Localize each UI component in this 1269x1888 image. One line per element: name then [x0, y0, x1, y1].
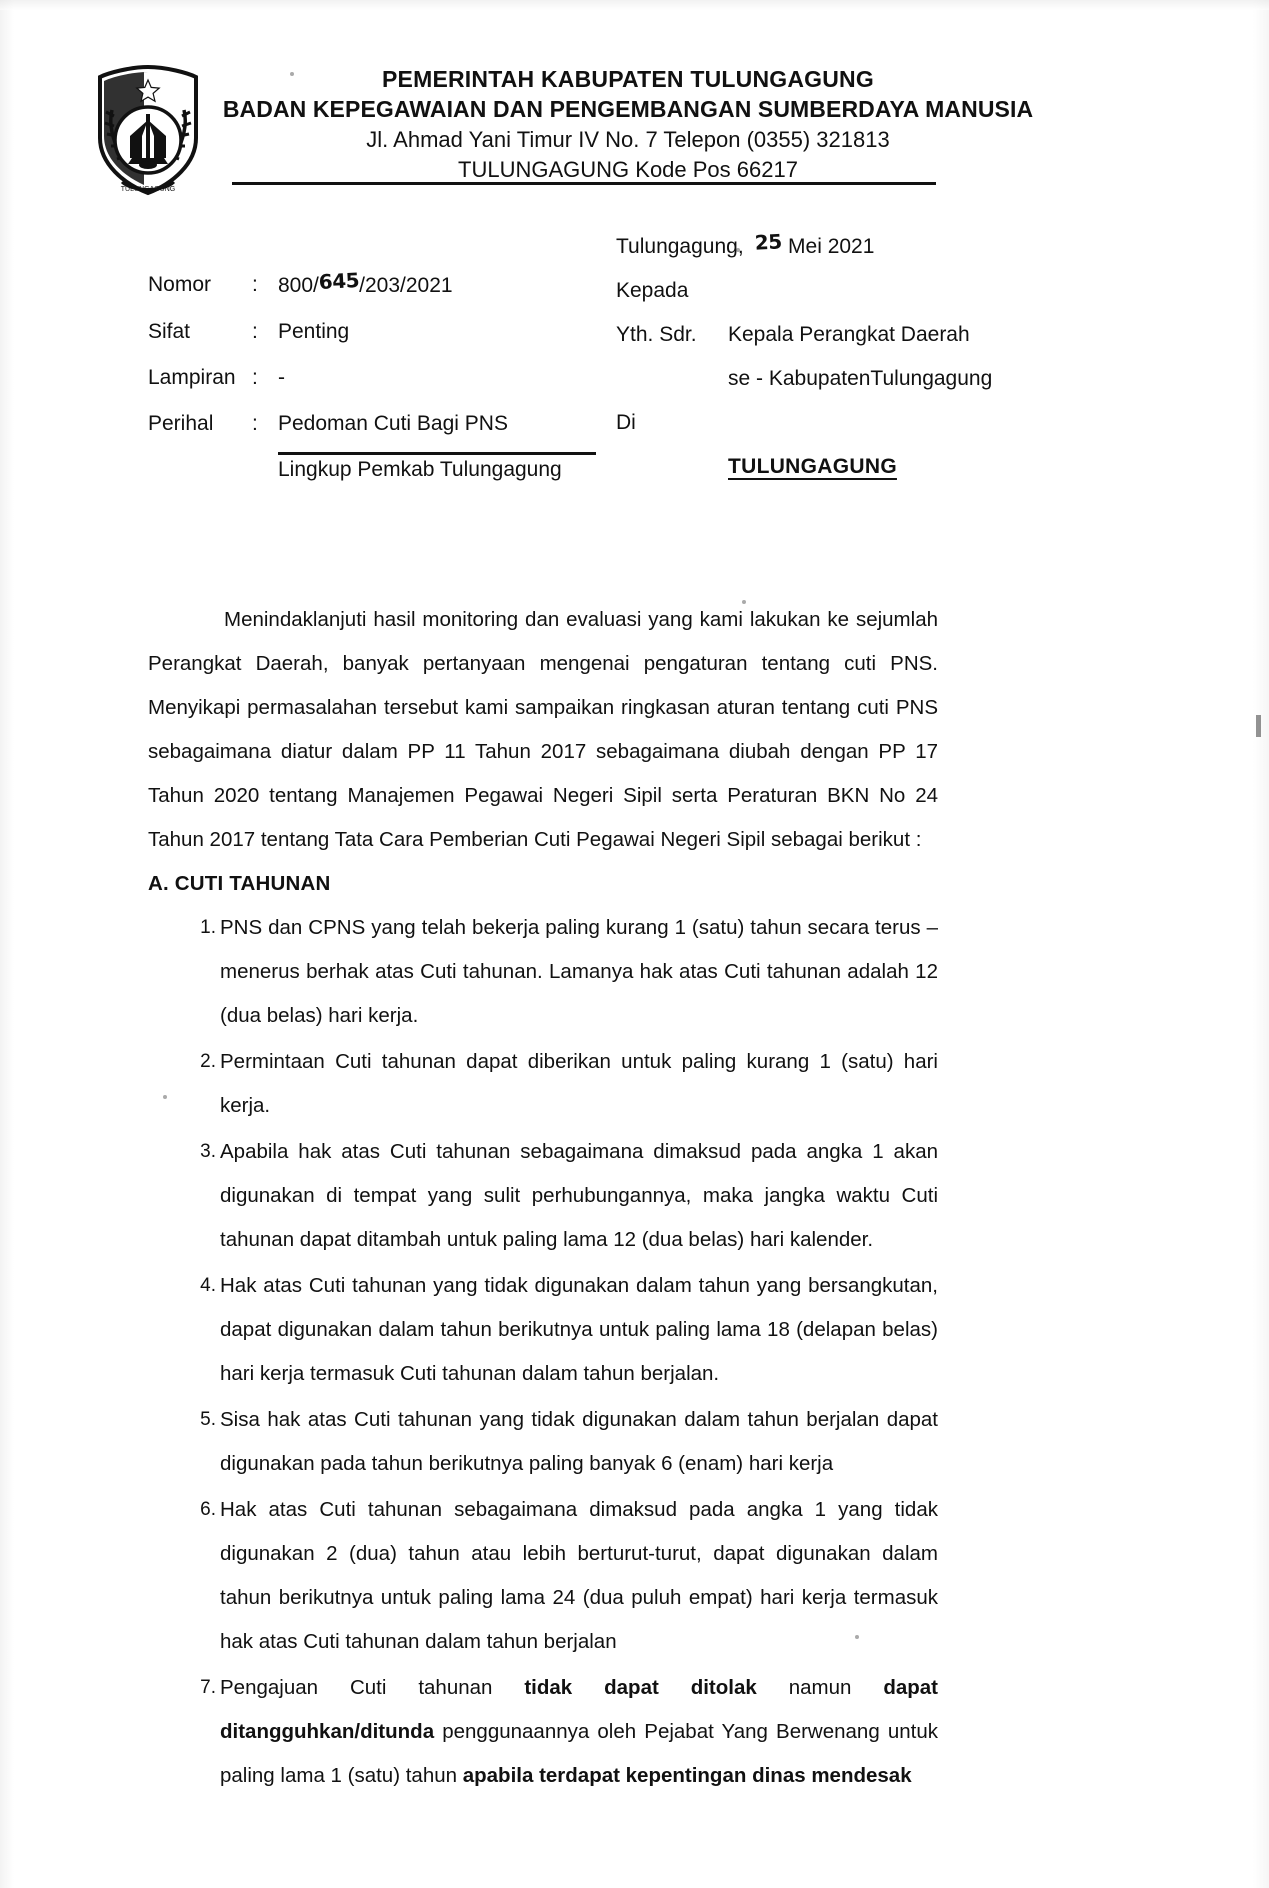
- yth-label: Yth. Sdr.: [616, 323, 697, 346]
- list-item: [148, 1488, 938, 1664]
- item7-bold-kepentingan-dinas: apabila terdapat kepentingan dinas mendesak: [462, 1764, 912, 1787]
- list-item-number: 6.: [200, 1499, 216, 1520]
- cuti-tahunan-list: [148, 906, 938, 1798]
- list-item: [148, 906, 938, 1038]
- letter-body: [148, 598, 938, 1800]
- sifat-label: Sifat: [148, 320, 191, 343]
- nomor-prefix: 800/: [278, 274, 319, 297]
- reference-row-sifat: [148, 309, 618, 355]
- nomor-suffix: /203/2021: [359, 274, 453, 297]
- letterhead-line-1: PEMERINTAH KABUPATEN TULUNGAGUNG: [382, 66, 874, 92]
- list-item-text: Permintaan Cuti tahunan dapat diberikan untuk paling kurang 1 (satu) hari kerja.: [220, 1050, 938, 1117]
- perihal-underline: [278, 452, 596, 455]
- letterhead: [0, 56, 1269, 196]
- list-item-number: 3.: [200, 1141, 216, 1162]
- letterhead-line-2: BADAN KEPEGAWAIAN DAN PENGEMBANGAN SUMBERDAYA MANUSIA: [222, 96, 1034, 122]
- list-item-number: 4.: [200, 1275, 216, 1296]
- reference-row-lampiran: [148, 355, 618, 401]
- list-item-text: [220, 1676, 938, 1787]
- reference-row-perihal: [148, 401, 618, 447]
- recipient-scope: se - KabupatenTulungagung: [728, 367, 993, 390]
- place-label: Tulungagung,: [616, 235, 744, 258]
- list-item-text: Sisa hak atas Cuti tahunan yang tidak digunakan dalam tahun berjalan dapat digunakan pada tahun berikutnya paling banyak 6 (enam) hari kerja: [220, 1408, 938, 1475]
- item7-part2: namun: [756, 1676, 884, 1699]
- recipient-city: TULUNGAGUNG: [728, 455, 897, 478]
- item7-bold-tidak-dapat-ditolak: tidak dapat ditolak: [524, 1676, 757, 1699]
- opening-paragraph: Menindaklanjuti hasil monitoring dan evaluasi yang kami lakukan ke sejumlah Perangkat Daerah, banyak pertanyaan mengenai pengaturan tentang cuti PNS. Menyikapi permasalahan tersebut kami sampaikan ringkasan aturan tentang cuti PNS sebagaimana diatur dalam PP 11 Tahun 2017 sebagaimana diubah dengan PP 17 Tahun 2020 tentang Manajemen Pegawai Negeri Sipil serta Peraturan BKN No 24 Tahun 2017 tentang Tata Cara Pemberian Cuti Pegawai Negeri Sipil sebagai berikut :: [148, 608, 938, 851]
- list-item: [148, 1264, 938, 1396]
- letterhead-divider: [232, 182, 936, 185]
- letter-reference-block: [148, 262, 618, 493]
- list-item-text: Apabila hak atas Cuti tahunan sebagaimana dimaksud pada angka 1 akan digunakan di tempat yang sulit perhubungannya, maka jangka waktu Cuti tahunan dapat ditambah untuk paling lama 12 (dua belas) hari kalender.: [220, 1140, 938, 1251]
- list-item-text: Hak atas Cuti tahunan sebagaimana dimaksud pada angka 1 yang tidak digunakan 2 (dua) tahun atau lebih berturut-turut, dapat digunakan dalam tahun berikutnya untuk paling lama 24 (dua puluh empat) hari kerja termasuk hak atas Cuti tahunan dalam tahun berjalan: [220, 1498, 938, 1653]
- scan-edge-shadow-left: [0, 0, 14, 1888]
- letterhead-address: Jl. Ahmad Yani Timur IV No. 7 Telepon (0355) 321813: [366, 127, 890, 152]
- coat-of-arms-icon: [86, 64, 210, 196]
- scan-edge-shadow-right: [1253, 0, 1269, 1888]
- item7-part3: penggunaannya oleh Pejabat Yang Berwenang untuk paling lama 1 (satu) tahun: [220, 1720, 938, 1787]
- nomor-value: [278, 262, 618, 309]
- sifat-colon: :: [252, 320, 258, 343]
- item7-bold-ditangguhkan: dapat ditangguhkan/ditunda: [220, 1676, 939, 1743]
- svg-text:TULUNGAGUNG: TULUNGAGUNG: [120, 186, 176, 193]
- scan-edge-shadow-top: [0, 0, 1269, 10]
- di-label: Di: [616, 411, 636, 434]
- lampiran-colon: :: [252, 366, 258, 389]
- list-item-number: 5.: [200, 1409, 216, 1430]
- nomor-handwritten-number: 645: [318, 267, 360, 295]
- letterhead-text: [218, 64, 1038, 185]
- lampiran-value: -: [278, 366, 285, 389]
- perihal-value: Pedoman Cuti Bagi PNS: [278, 412, 508, 435]
- recipient-row: [616, 313, 1036, 357]
- section-heading-cuti-tahunan: A. CUTI TAHUNAN: [148, 872, 331, 895]
- letterhead-postal: TULUNGAGUNG Kode Pos 66217: [458, 157, 798, 182]
- date-day-handwritten: 25: [754, 229, 783, 255]
- nomor-colon: :: [252, 273, 258, 296]
- kepada-label: Kepada: [616, 279, 689, 302]
- recipient-name: Kepala Perangkat Daerah: [728, 323, 970, 346]
- perihal-colon: :: [252, 412, 258, 435]
- date-month-year: Mei 2021: [788, 235, 875, 258]
- list-item-number: 2.: [200, 1051, 216, 1072]
- item7-part1: Pengajuan Cuti tahunan: [220, 1676, 525, 1699]
- reference-row-nomor: [148, 262, 618, 309]
- addressee-block: [616, 224, 1036, 489]
- list-item: [148, 1130, 938, 1262]
- list-item: [148, 1040, 938, 1128]
- nomor-label: Nomor: [148, 273, 212, 296]
- scan-artifact-mark: [1256, 715, 1261, 737]
- place-and-date: [616, 224, 1036, 269]
- perihal-label: Perihal: [148, 412, 214, 435]
- list-item-text: Hak atas Cuti tahunan yang tidak digunakan dalam tahun yang bersangkutan, dapat digunakan dalam tahun berikutnya untuk paling lama 18 (delapan belas) hari kerja termasuk Cuti tahunan dalam tahun berjalan.: [220, 1274, 938, 1385]
- sifat-value: Penting: [278, 320, 350, 343]
- list-item-text: PNS dan CPNS yang telah bekerja paling kurang 1 (satu) tahun secara terus – menerus berhak atas Cuti tahunan. Lamanya hak atas Cuti tahunan adalah 12 (dua belas) hari kerja.: [220, 916, 938, 1027]
- lampiran-label: Lampiran: [148, 366, 236, 389]
- list-item: [148, 1398, 938, 1486]
- list-item-number: 7.: [200, 1677, 216, 1698]
- list-item-number: 1.: [200, 917, 216, 938]
- list-item: [148, 1666, 938, 1798]
- perihal-value-line2: Lingkup Pemkab Tulungagung: [278, 458, 562, 481]
